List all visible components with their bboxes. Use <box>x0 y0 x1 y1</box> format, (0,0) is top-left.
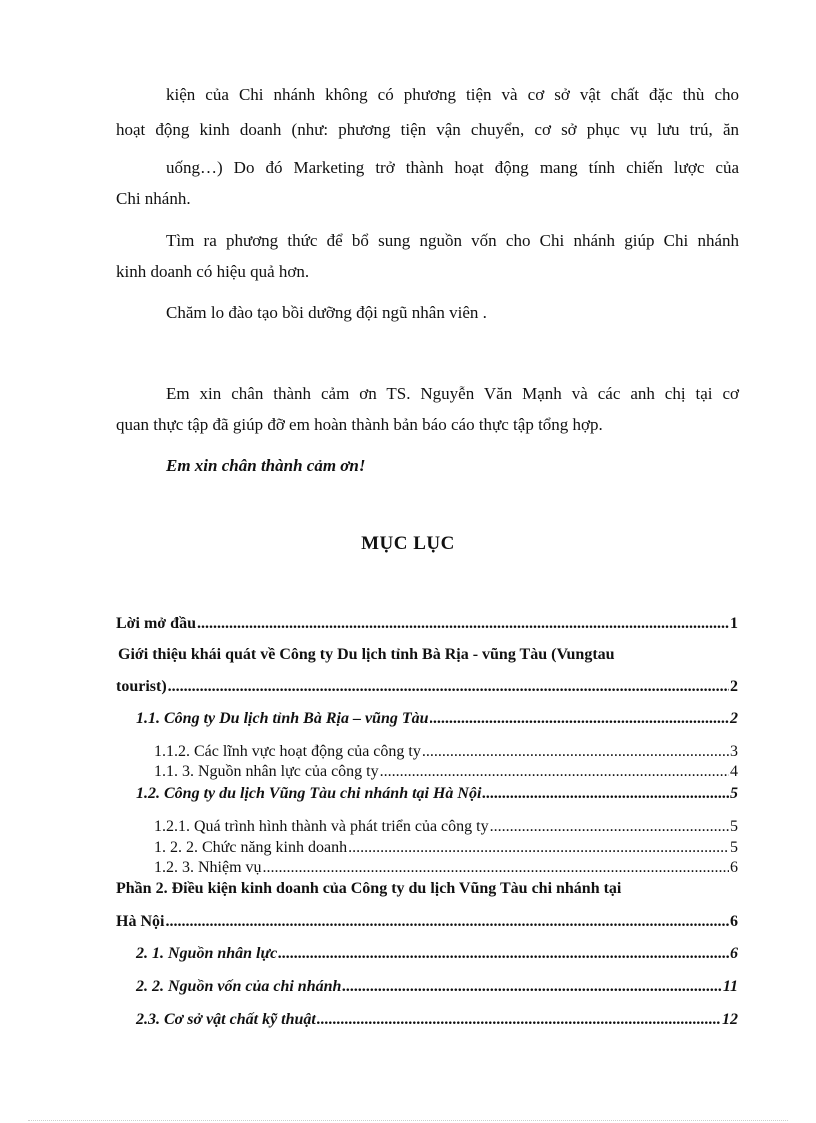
paragraph-4-line-2: quan thực tập đã giúp đỡ em hoàn thành bản báo cáo thực tập tổng hợp. <box>116 415 603 434</box>
toc-leader-dots <box>342 977 721 997</box>
toc-leader-dots <box>197 614 729 634</box>
toc-leader-dots <box>422 742 729 762</box>
toc-leader-dots <box>317 1010 721 1030</box>
toc-leader-dots <box>165 912 729 932</box>
toc-entry-page: 5 <box>730 818 738 835</box>
toc-entry-label: 2. 2. Nguồn vốn của chi nhánh <box>136 978 342 995</box>
toc-entry-label: 1.1.2. Các lĩnh vực hoạt động của công ty <box>154 743 421 760</box>
toc-entry-label: tourist) <box>116 678 167 695</box>
closing-thanks: Em xin chân thành cảm ơn! <box>166 456 366 475</box>
toc-entry[interactable] <box>154 858 738 878</box>
toc-entry-page: 1 <box>730 615 738 632</box>
toc-entry-label: Hà Nội <box>116 913 165 930</box>
toc-entry-page: 2 <box>730 678 738 695</box>
toc-leader-dots <box>482 784 729 804</box>
toc-entry[interactable] <box>136 709 738 729</box>
toc-entry[interactable] <box>116 614 738 634</box>
toc-leader-dots <box>348 838 729 858</box>
toc-leader-dots <box>490 817 729 837</box>
paragraph-4-line-1: Em xin chân thành cảm ơn TS. Nguyễn Văn Mạnh và các anh chị tại cơ <box>166 384 739 403</box>
toc-entry[interactable] <box>136 977 738 997</box>
paragraph-1-line-3: uống…) Do đó Marketing trở thành hoạt động mang tính chiến lược của <box>166 158 739 177</box>
toc-entry[interactable] <box>154 817 738 837</box>
toc-entry-page: 4 <box>730 763 738 780</box>
toc-entry-page: 11 <box>722 978 738 995</box>
toc-entry-page: 5 <box>730 785 738 802</box>
toc-entry[interactable] <box>154 838 738 858</box>
toc-entry[interactable] <box>136 784 738 804</box>
toc-leader-dots <box>168 677 729 697</box>
toc-entry-page: 5 <box>730 839 738 856</box>
toc-entry-label: 1. 2. 2. Chức năng kinh doanh <box>154 839 348 856</box>
toc-leader-dots <box>263 858 729 878</box>
toc-leader-dots <box>278 944 729 964</box>
paragraph-1-line-4: Chi nhánh. <box>116 189 191 208</box>
toc-entry-label: 1.2. 3. Nhiệm vụ <box>154 859 262 876</box>
toc-entry-label: 1.2.1. Quá trình hình thành và phát triển của công ty <box>154 818 489 835</box>
toc-entry[interactable] <box>136 1010 738 1030</box>
toc-entry[interactable] <box>154 742 738 762</box>
paragraph-3: Chăm lo đào tạo bồi dưỡng đội ngũ nhân viên . <box>166 303 487 322</box>
toc-entry-label: 2. 1. Nguồn nhân lực <box>136 945 278 962</box>
paragraph-2-line-1: Tìm ra phương thức để bổ sung nguồn vốn cho Chi nhánh giúp Chi nhánh <box>166 231 739 250</box>
toc-entry-label-line1: Giới thiệu khái quát về Công ty Du lịch tỉnh Bà Rịa - vũng Tàu (Vungtau <box>118 646 615 663</box>
toc-entry-page: 6 <box>730 913 738 930</box>
toc-leader-dots <box>430 709 729 729</box>
toc-title: MỤC LỤC <box>361 533 455 554</box>
toc-entry[interactable] <box>154 762 738 782</box>
toc-entry-label: Lời mở đầu <box>116 615 196 632</box>
toc-entry-label: 1.1. 3. Nguồn nhân lực của công ty <box>154 763 379 780</box>
toc-entry-page: 12 <box>722 1011 738 1028</box>
toc-entry-page: 6 <box>730 859 738 876</box>
toc-entry[interactable] <box>116 912 738 932</box>
toc-entry-page: 3 <box>730 743 738 760</box>
page-bottom-rule <box>28 1120 788 1121</box>
toc-entry-label: 1.1. Công ty Du lịch tỉnh Bà Rịa – vũng Tàu <box>136 710 429 727</box>
toc-entry-label: 2.3. Cơ sở vật chất kỹ thuật <box>136 1011 316 1028</box>
paragraph-1-line-2: hoạt động kinh doanh (như: phương tiện vận chuyển, cơ sở phục vụ lưu trú, ăn <box>116 120 739 139</box>
toc-entry-page: 6 <box>730 945 738 962</box>
toc-entry[interactable] <box>116 677 738 697</box>
paragraph-2-line-2: kinh doanh có hiệu quả hơn. <box>116 262 310 281</box>
toc-leader-dots <box>380 762 729 782</box>
toc-entry-label-line1: Phần 2. Điều kiện kinh doanh của Công ty du lịch Vũng Tàu chi nhánh tại <box>116 880 622 897</box>
toc-entry-label: 1.2. Công ty du lịch Vũng Tàu chi nhánh tại Hà Nội <box>136 785 482 802</box>
toc-entry-page: 2 <box>730 710 738 727</box>
toc-entry[interactable] <box>136 944 738 964</box>
paragraph-1-line-1: kiện của Chi nhánh không có phương tiện và cơ sở vật chất đặc thù cho <box>166 85 739 104</box>
